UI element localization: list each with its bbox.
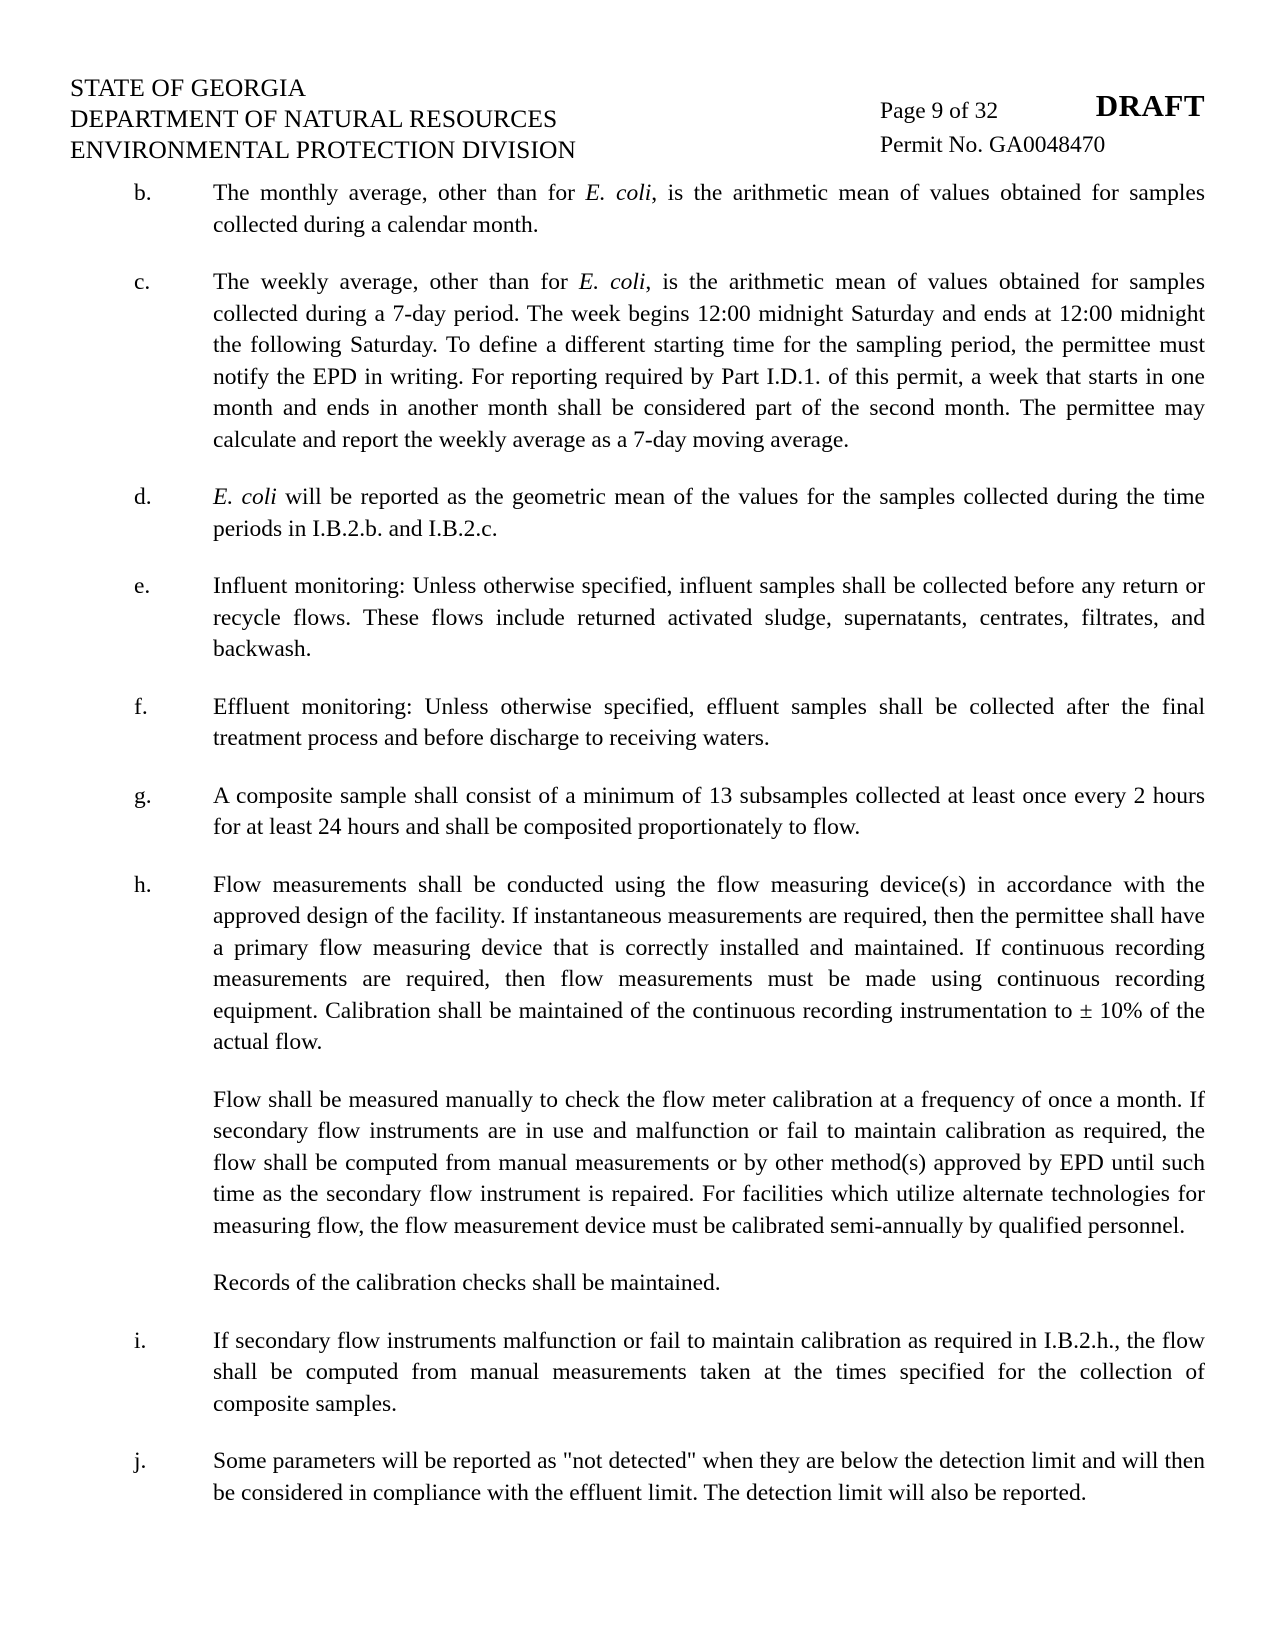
list-item-marker: j.	[134, 1448, 147, 1474]
paragraph: The monthly average, other than for E. coli, is the arithmetic mean of values obtained for samples collected during a calendar month.	[213, 180, 1205, 238]
list-item	[70, 1446, 1205, 1509]
list-item-body	[213, 1446, 1205, 1509]
list-item-body	[213, 267, 1205, 456]
page-number-label: Page 9 of 32	[880, 98, 999, 124]
list-item-marker: f.	[134, 693, 148, 720]
list-item-body	[213, 178, 1205, 241]
draft-stamp: DRAFT	[1095, 88, 1205, 123]
list-item-marker: d.	[134, 484, 152, 510]
paragraph: Flow shall be measured manually to check the flow meter calibration at a frequency of once a month. If secondary flow instruments are in use and malfunction or fail to maintain calibration as required, the flow shall be computed from manual measurements or by other method(s) approved by EPD until such time as the secondary flow instrument is repaired. For facilities which utilize alternate technologies for measuring flow, the flow measurement device must be calibrated semi-annually by qualified personnel.	[213, 1086, 1205, 1239]
list-item-marker: c.	[134, 269, 151, 295]
paragraph: Influent monitoring: Unless otherwise specified, influent samples shall be collected before any return or recycle flows. These flows include returned activated sludge, supernatants, centrates, filtrates, and backwash.	[213, 573, 1205, 662]
paragraph: Effluent monitoring: Unless otherwise specified, effluent samples shall be collected after the final treatment process and before discharge to receiving waters.	[213, 693, 1205, 751]
list-item	[70, 870, 1205, 1300]
paragraph: E. coli will be reported as the geometric mean of the values for the samples collected during the time periods in I.B.2.b. and I.B.2.c.	[213, 484, 1205, 542]
paragraph: Some parameters will be reported as "not detected" when they are below the detection limit and will then be considered in compliance with the effluent limit. The detection limit will also be reported.	[213, 1448, 1205, 1506]
list-item-marker: g.	[134, 782, 152, 809]
list-item	[70, 692, 1205, 755]
agency-heading	[70, 72, 576, 165]
paragraph: Flow measurements shall be conducted using the flow measuring device(s) in accordance with the approved design of the facility. If instantaneous measurements are required, then the permittee shall have a primary flow measuring device that is correctly installed and maintained. If continuous recording measurements are required, then flow measurements must be made using continuous recording equipment. Calibration shall be maintained of the continuous recording instrumentation to ± 10% of the actual flow.	[213, 871, 1205, 1055]
permit-number-label: Permit No. GA0048470	[880, 132, 1106, 158]
paragraph: The weekly average, other than for E. coli, is the arithmetic mean of values obtained for samples collected during a 7-day period. The week begins 12:00 midnight Saturday and ends at 12:00 midnight the following Saturday. To define a different starting time for the sampling period, the permittee must notify the EPD in writing. For reporting required by Part I.D.1. of this permit, a week that starts in one month and ends in another month shall be considered part of the second month. The permittee may calculate and report the weekly average as a 7-day moving average.	[213, 269, 1205, 453]
header-meta	[785, 72, 1205, 162]
list-item	[70, 178, 1205, 241]
page-header	[70, 72, 1205, 165]
agency-line-department: DEPARTMENT OF NATURAL RESOURCES	[70, 104, 558, 133]
list-item	[70, 781, 1205, 844]
list-item-marker: e.	[134, 573, 151, 599]
agency-line-state: STATE OF GEORGIA	[70, 73, 307, 102]
list-item-body	[213, 781, 1205, 844]
document-body	[70, 178, 1205, 1535]
list-item	[70, 1326, 1205, 1421]
agency-line-division: ENVIRONMENTAL PROTECTION DIVISION	[70, 135, 577, 164]
list-item	[70, 267, 1205, 456]
list-item-body	[213, 1326, 1205, 1421]
list-item-body	[213, 692, 1205, 755]
list-item-marker: h.	[134, 871, 152, 898]
list-item	[70, 571, 1205, 666]
list-item-marker: i.	[134, 1327, 147, 1354]
paragraph: If secondary flow instruments malfunction or fail to maintain calibration as required in I.B.2.h., the flow shall be computed from manual measurements taken at the times specified for the collection of composite samples.	[213, 1327, 1205, 1417]
paragraph: Records of the calibration checks shall be maintained.	[213, 1270, 721, 1296]
list-item	[70, 482, 1205, 545]
list-item-marker: b.	[134, 180, 152, 206]
list-item-body	[213, 870, 1205, 1300]
list-item-body	[213, 571, 1205, 666]
list-item-body	[213, 482, 1205, 545]
paragraph: A composite sample shall consist of a minimum of 13 subsamples collected at least once every 2 hours for at least 24 hours and shall be composited proportionately to flow.	[213, 782, 1205, 840]
